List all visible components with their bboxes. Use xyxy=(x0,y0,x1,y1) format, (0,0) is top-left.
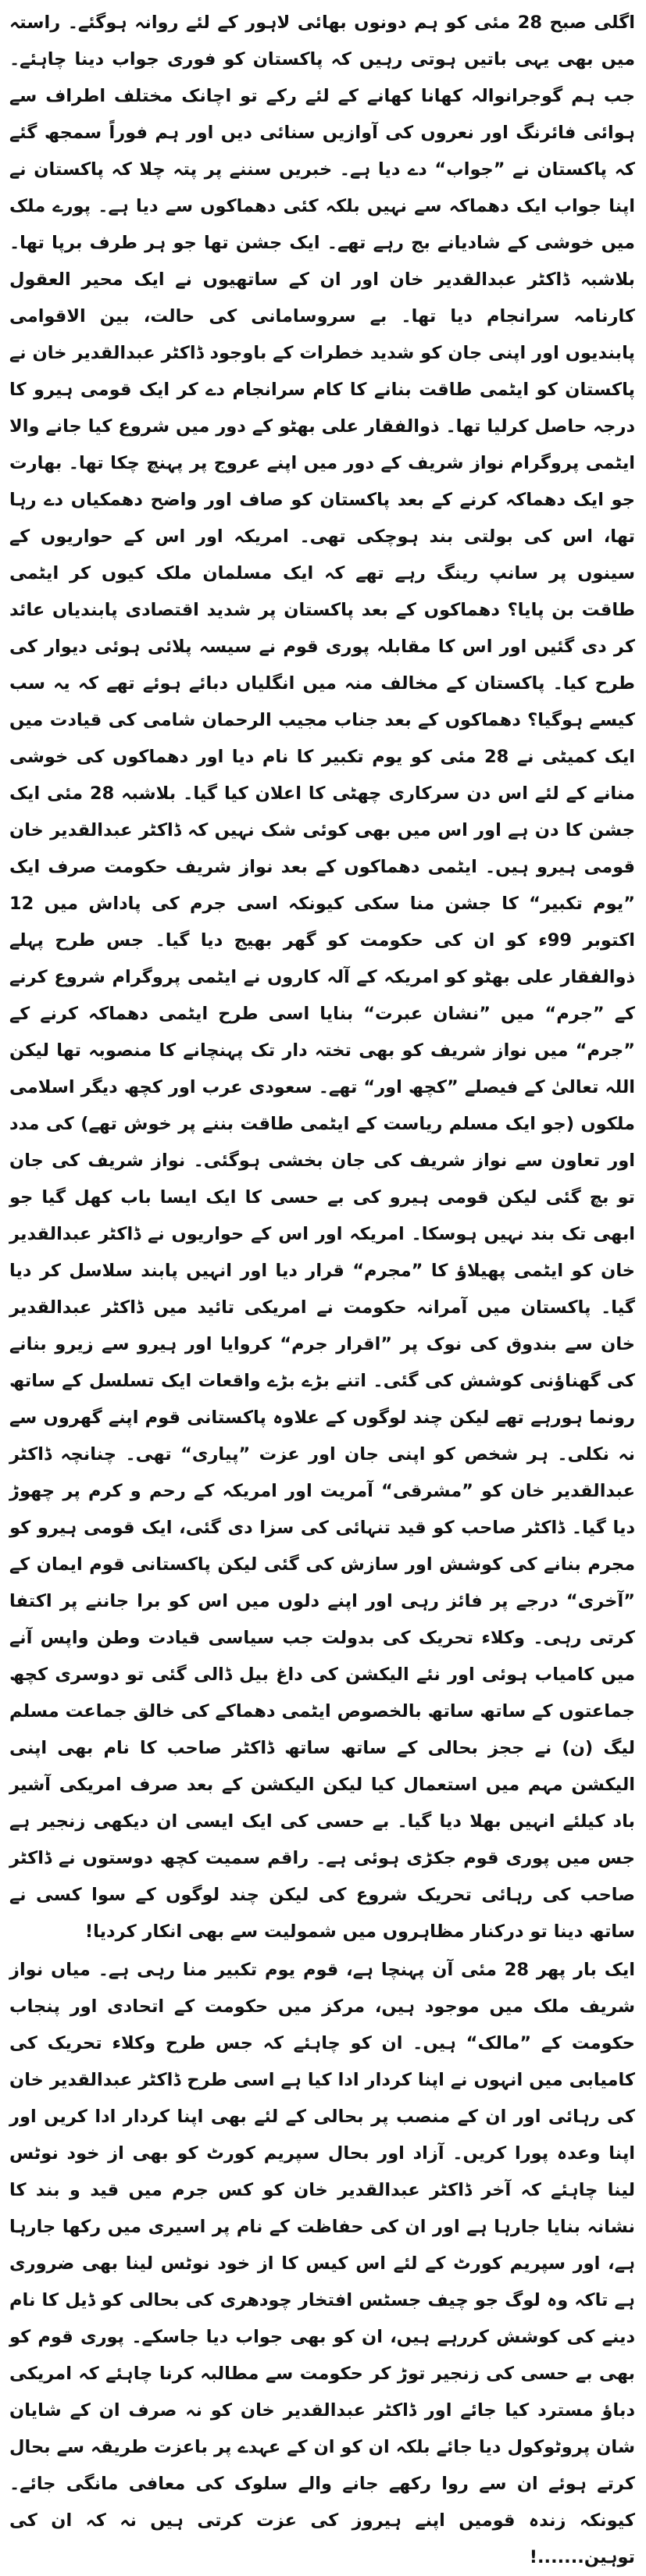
article-paragraph-1: اگلی صبح 28 مئی کو ہم دونوں بھائی لاہور کے لئے روانہ ہوگئے۔ راستہ میں بھی یہی باتیں ہوتی رہیں کہ پاکستان کو فوری جواب دینا چاہئے۔ جب ہم گوجرانوالہ کھانا کھانے کے لئے رکے تو اچانک مختلف اطراف سے ہوائی فائرنگ اور نعروں کی آوازیں سنائی دیں اور ہم فوراً سمجھ گئے کہ پاکستان نے ”جواب“ دے دیا ہے۔ خبریں سننے پر پتہ چلا کہ پاکستان نے اپنا جواب ایک دھماکہ سے نہیں بلکہ کئی دھماکوں سے دیا ہے۔ پورے ملک میں خوشی کے شادیانے بج رہے تھے۔ ایک جشن تھا جو ہر طرف برپا تھا۔ بلاشبہ ڈاکٹر عبدالقدیر خان اور ان کے ساتھیوں نے ایک محیر العقول کارنامہ سرانجام دیا تھا۔ بے سروسامانی کی حالت، بین الاقوامی پابندیوں اور اپنی جان کو شدید خطرات کے باوجود ڈاکٹر عبدالقدیر خان نے پاکستان کو ایٹمی طاقت بنانے کا کام سرانجام دے کر ایک قومی ہیرو کا درجہ حاصل کرلیا تھا۔ ذوالفقار علی بھٹو کے دور میں شروع کیا جانے والا ایٹمی پروگرام نواز شریف کے دور میں اپنے عروج پر پہنچ چکا تھا۔ بھارت جو ایک دھماکہ کرنے کے بعد پاکستان کو صاف اور واضح دھمکیاں دے رہا تھا، اس کی بولتی بند ہوچکی تھی۔ امریکہ اور اس کے حواریوں کے سینوں پر سانپ رینگ رہے تھے کہ ایک مسلمان ملک کیوں کر ایٹمی طاقت بن پایا؟ دھماکوں کے بعد پاکستان پر شدید اقتصادی پابندیاں عائد کر دی گئیں اور اس کا مقابلہ پوری قوم نے سیسہ پلائی ہوئی دیوار کی طرح کیا۔ پاکستان کے مخالف منہ میں انگلیاں دبائے ہوئے تھے کہ یہ سب کیسے ہوگیا؟ دھماکوں کے بعد جناب مجیب الرحمان شامی کی قیادت میں ایک کمیٹی نے 28 مئی کو یوم تکبیر کا نام دیا اور دھماکوں کی خوشی منانے کے لئے اس دن سرکاری چھٹی کا اعلان کیا گیا۔ بلاشبہ 28 مئی ایک جشن کا دن ہے اور اس میں بھی کوئی شک نہیں کہ ڈاکٹر عبدالقدیر خان قومی ہیرو ہیں۔ ایٹمی دھماکوں کے بعد نواز شریف حکومت صرف ایک ”یوم تکبیر“ کا جشن منا سکی کیونکہ اسی جرم کی پاداش میں 12 اکتوبر 99ء کو ان کی حکومت کو گھر بھیج دیا گیا۔ جس طرح پہلے ذوالفقار علی بھٹو کو امریکہ کے آلہ کاروں نے ایٹمی پروگرام شروع کرنے کے ”جرم“ میں ”نشان عبرت“ بنایا اسی طرح ایٹمی دھماکہ کرنے کے ”جرم“ میں نواز شریف کو بھی تختہ دار تک پہنچانے کا منصوبہ تھا لیکن اللہ تعالیٰ کے فیصلے ”کچھ اور“ تھے۔ سعودی عرب اور کچھ دیگر اسلامی ملکوں (جو ایک مسلم ریاست کے ایٹمی طاقت بننے پر خوش تھے) کی مدد اور تعاون سے نواز شریف کی جان بخشی ہوگئی۔ نواز شریف کی جان تو بچ گئی لیکن قومی ہیرو کی بے حسی کا ایک ایسا باب کھل گیا جو ابھی تک بند نہیں ہوسکا۔ امریکہ اور اس کے حواریوں نے ڈاکٹر عبدالقدیر خان کو ایٹمی پھیلاؤ کا ”مجرم“ قرار دیا اور انہیں پابند سلاسل کر دیا گیا۔ پاکستان میں آمرانہ حکومت نے امریکی تائید میں ڈاکٹر عبدالقدیر خان سے بندوق کی نوک پر ”اقرار جرم“ کروایا اور ہیرو سے زیرو بنانے کی گھناؤنی کوشش کی گئی۔ اتنے بڑے بڑے واقعات ایک تسلسل کے ساتھ رونما ہورہے تھے لیکن چند لوگوں کے علاوہ پاکستانی قوم اپنے گھروں سے نہ نکلی۔ ہر شخص کو اپنی جان اور عزت ”پیاری“ تھی۔ چنانچہ ڈاکٹر عبدالقدیر خان کو ”مشرقی“ آمریت اور امریکہ کے رحم و کرم پر چھوڑ دیا گیا۔ ڈاکٹر صاحب کو قید تنہائی کی سزا دی گئی، ایک قومی ہیرو کو مجرم بنانے کی کوشش اور سازش کی گئی لیکن پاکستانی قوم ایمان کے ”آخری“ درجے پر فائز رہی اور اپنے دلوں میں اس کو برا جاننے پر اکتفا کرتی رہی۔ وکلاء تحریک کی بدولت جب سیاسی قیادت وطن واپس آنے میں کامیاب ہوئی اور نئے الیکشن کی داغ بیل ڈالی گئی تو دوسری کچھ جماعتوں کے ساتھ ساتھ بالخصوص ایٹمی دھماکے کی خالق جماعت مسلم لیگ (ن) نے ججز بحالی کے ساتھ ساتھ ڈاکٹر صاحب کا نام بھی اپنی الیکشن مہم میں استعمال کیا لیکن الیکشن کے بعد صرف امریکی آشیر باد کیلئے انہیں بھلا دیا گیا۔ بے حسی کی ایک ایسی ان دیکھی زنجیر ہے جس میں پوری قوم جکڑی ہوئی ہے۔ راقم سمیت کچھ دوستوں نے ڈاکٹر صاحب کی رہائی تحریک شروع کی لیکن چند لوگوں کے سوا کسی نے ساتھ دینا تو درکنار مظاہروں میں شمولیت سے بھی انکار کردیا! xyxy=(9,12,635,1942)
article-paragraph-2: ایک بار پھر 28 مئی آن پہنچا ہے، قوم یوم تکبیر منا رہی ہے۔ میاں نواز شریف ملک میں موجود ہیں، مرکز میں حکومت کے اتحادی اور پنجاب حکومت کے ”مالک“ ہیں۔ ان کو چاہئے کہ جس طرح وکلاء تحریک کی کامیابی میں انہوں نے اپنا کردار ادا کیا ہے اسی طرح ڈاکٹر عبدالقدیر خان کی رہائی اور ان کے منصب پر بحالی کے لئے بھی اپنا کردار ادا کریں اور اپنا وعدہ پورا کریں۔ آزاد اور بحال سپریم کورٹ کو بھی از خود نوٹس لینا چاہئے کہ آخر ڈاکٹر عبدالقدیر خان کو کس جرم میں قید و بند کا نشانہ بنایا جارہا ہے اور ان کی حفاظت کے نام پر اسیری میں رکھا جارہا ہے، اور سپریم کورٹ کے لئے اس کیس کا از خود نوٹس لینا بھی ضروری ہے تاکہ وہ لوگ جو چیف جسٹس افتخار چودھری کی بحالی کو ڈیل کا نام دینے کی کوشش کررہے ہیں، ان کو بھی جواب دیا جاسکے۔ پوری قوم کو بھی بے حسی کی زنجیر توڑ کر حکومت سے مطالبہ کرنا چاہئے کہ امریکی دباؤ مسترد کیا جائے اور ڈاکٹر عبدالقدیر خان کو نہ صرف ان کے شایان شان پروٹوکول دیا جائے بلکہ ان کو ان کے عہدے پر باعزت طریقہ سے بحال کرتے ہوئے ان سے روا رکھے جانے والے سلوک کی معافی مانگی جائے۔ کیونکہ زندہ قومیں اپنے ہیروز کی عزت کرتی ہیں نہ کہ ان کی توہین.......! xyxy=(9,1960,635,2567)
